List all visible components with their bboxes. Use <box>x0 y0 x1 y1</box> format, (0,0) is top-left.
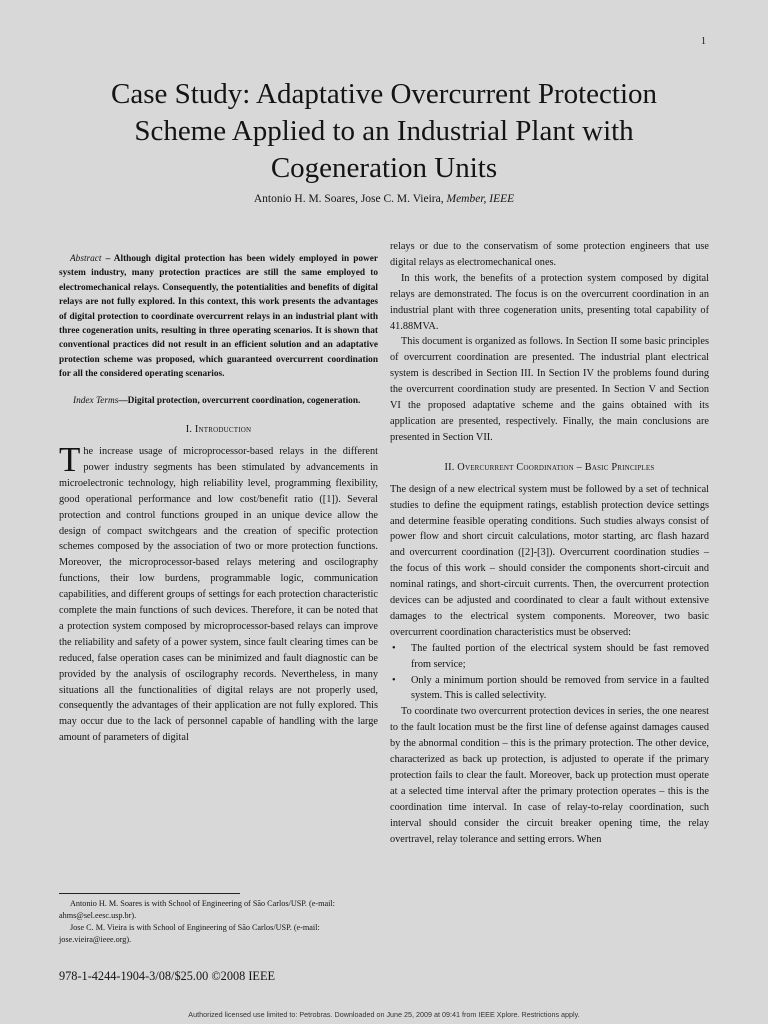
paragraph-coordination: To coordinate two overcurrent protection devices in series, the one nearest to the fault location must be the first line of defense against damages caused by the abnormal condition – this is the primary protection. The other device, characterized as back up protection, is adjusted to operate if the primary protection fails to clear the fault. Moreover, back up protection must operate at a selected time interval after the primary protection operates – this is the coordination time interval. In case of relay-to-relay coordination, such interval should consider the circuit breaker opening time, the relay overtravel, relay tolerance and setting errors. When <box>390 706 709 845</box>
bullet-text: The faulted portion of the electrical system should be fast removed from service; <box>411 642 709 670</box>
paper-title <box>60 76 708 187</box>
footnote: Antonio H. M. Soares is with School of Engineering of São Carlos/USP. (e-mail: ahms@sel.eesc.usp.br). <box>59 899 335 920</box>
paragraph-benefits: In this work, the benefits of a protection system composed by digital relays are demonstrated. The focus is on the overcurrent coordination in an industrial plant with three cogeneration units, presenting total capability of 41.88MVA. <box>390 272 709 332</box>
index-terms-body: —Digital protection, overcurrent coordination, cogeneration. <box>118 395 361 406</box>
bullet-text: Only a minimum portion should be removed from service in a faulted system. This is called selectivity. <box>411 674 709 702</box>
title-line: Scheme Applied to an Industrial Plant with <box>134 115 634 147</box>
footnotes <box>59 898 378 946</box>
footnote: Jose C. M. Vieira is with School of Engineering of São Carlos/USP. (e-mail: jose.vieira@ieee.org). <box>59 923 320 944</box>
title-line: Case Study: Adaptative Overcurrent Protection <box>110 78 658 110</box>
introduction-text: he increase usage of microprocessor-based relays in the different power industry segments has been stimulated by advancements in microelectronic technology, high reliability level, programming flexibility, good operational performance and low cost/benefit ratio ([1]). Several protection and control functions grouped in an unique device allow the design of compact switchgears and the creation of specific protection schemes composed by the association of two or more protection functions. Moreover, the microprocessor-based relays metering and oscilography functions, their low burdens, programmable logic, communication capabilities, and different groups of settings for each protection characteristic complete the main functions of such devices. Therefore, it can be noted that a protection system composed by microprocessor-based relays can improve the reliability and safety of a power system, since fault clearing times can be reduced, false operation cases can be minimized and fault diagnostic can be provided by the analysis of oscilography records. Nevertheless, in many situations all the functionalities of digital relays are not properly used, consequently the advantages of their application are not fully explored. This may occur due to the lack of personnel capable of handling with the large amount of parameters of digital <box>59 445 378 744</box>
right-column <box>390 239 709 848</box>
section-heading-overcurrent: II. Overcurrent Coordination – Basic Principles <box>444 461 655 473</box>
left-column <box>59 252 378 746</box>
introduction-paragraph <box>59 439 378 746</box>
index-terms <box>59 394 378 408</box>
section-heading-introduction: I. Introduction <box>185 424 252 436</box>
bullet-list <box>390 641 709 705</box>
list-item <box>390 641 709 673</box>
isbn-copyright: 978-1-4244-1904-3/08/$25.00 ©2008 IEEE <box>59 969 275 983</box>
license-notice: Authorized licensed use limited to: Petrobras. Downloaded on June 25, 2009 at 09:41 from IEEE Xplore. Restrictions apply. <box>188 1010 580 1019</box>
drop-cap: T <box>59 439 81 479</box>
abstract <box>59 252 378 382</box>
abstract-label: Abstract <box>70 254 102 264</box>
paragraph-design: The design of a new electrical system must be followed by a set of technical studies to define the equipment ratings, establish protection device settings and determine feasible operating conditions. Such studies always consist of power flow and short circuit calculations, motor starting, arc flash hazard and overcurrent coordination ([2]-[3]). Overcurrent coordination studies – the focus of this work – should consider the components short-circuit and nominal ratings, and short-circuit currents. Then, the overcurrent protection devices can be adjusted and coordinated to clear a fault without extensive damages to the electrical system components. Moreover, two basic overcurrent coordination characteristics must be observed: <box>390 483 709 638</box>
author-names: Antonio H. M. Soares, Jose C. M. Vieira, <box>253 193 447 205</box>
footnote-divider <box>59 893 240 894</box>
list-item <box>390 673 709 705</box>
author-line <box>60 193 708 205</box>
index-terms-label: Index Terms <box>73 395 119 406</box>
bullet-icon: • <box>392 642 396 654</box>
bullet-icon: • <box>392 674 396 686</box>
continued-paragraph: relays or due to the conservatism of some protection engineers that use digital relays as electromechanical ones. <box>390 241 709 268</box>
author-membership: Member, IEEE <box>446 193 515 205</box>
page-number: 1 <box>701 36 706 47</box>
abstract-body: – Although digital protection has been widely employed in power system industry, many protection practices are still the same employed to electromechanical relays. Consequently, the potentialities and benefits of digital relays are not fully explored. In this context, this work presents the advantages of digital protection to coordinate overcurrent relays in an industrial plant with three cogeneration units, resulting in three operating scenarios. It is shown that conventional practices did not result in an efficient solution and an adaptative protection scheme was proposed, which guaranteed overcurrent coordination for all the considered operating scenarios. <box>59 254 378 380</box>
paragraph-organization: This document is organized as follows. In Section II some basic principles of overcurrent coordination are presented. The industrial plant electrical system is described in Section III. In Section IV the problems found during the overcurrent coordination study are presented. In Section V and Section VI the proposed adaptative scheme and the gains obtained with its application are presented, respectively. Finally, the main conclusions are presented in Section VII. <box>390 336 709 443</box>
title-line: Cogeneration Units <box>270 152 498 184</box>
